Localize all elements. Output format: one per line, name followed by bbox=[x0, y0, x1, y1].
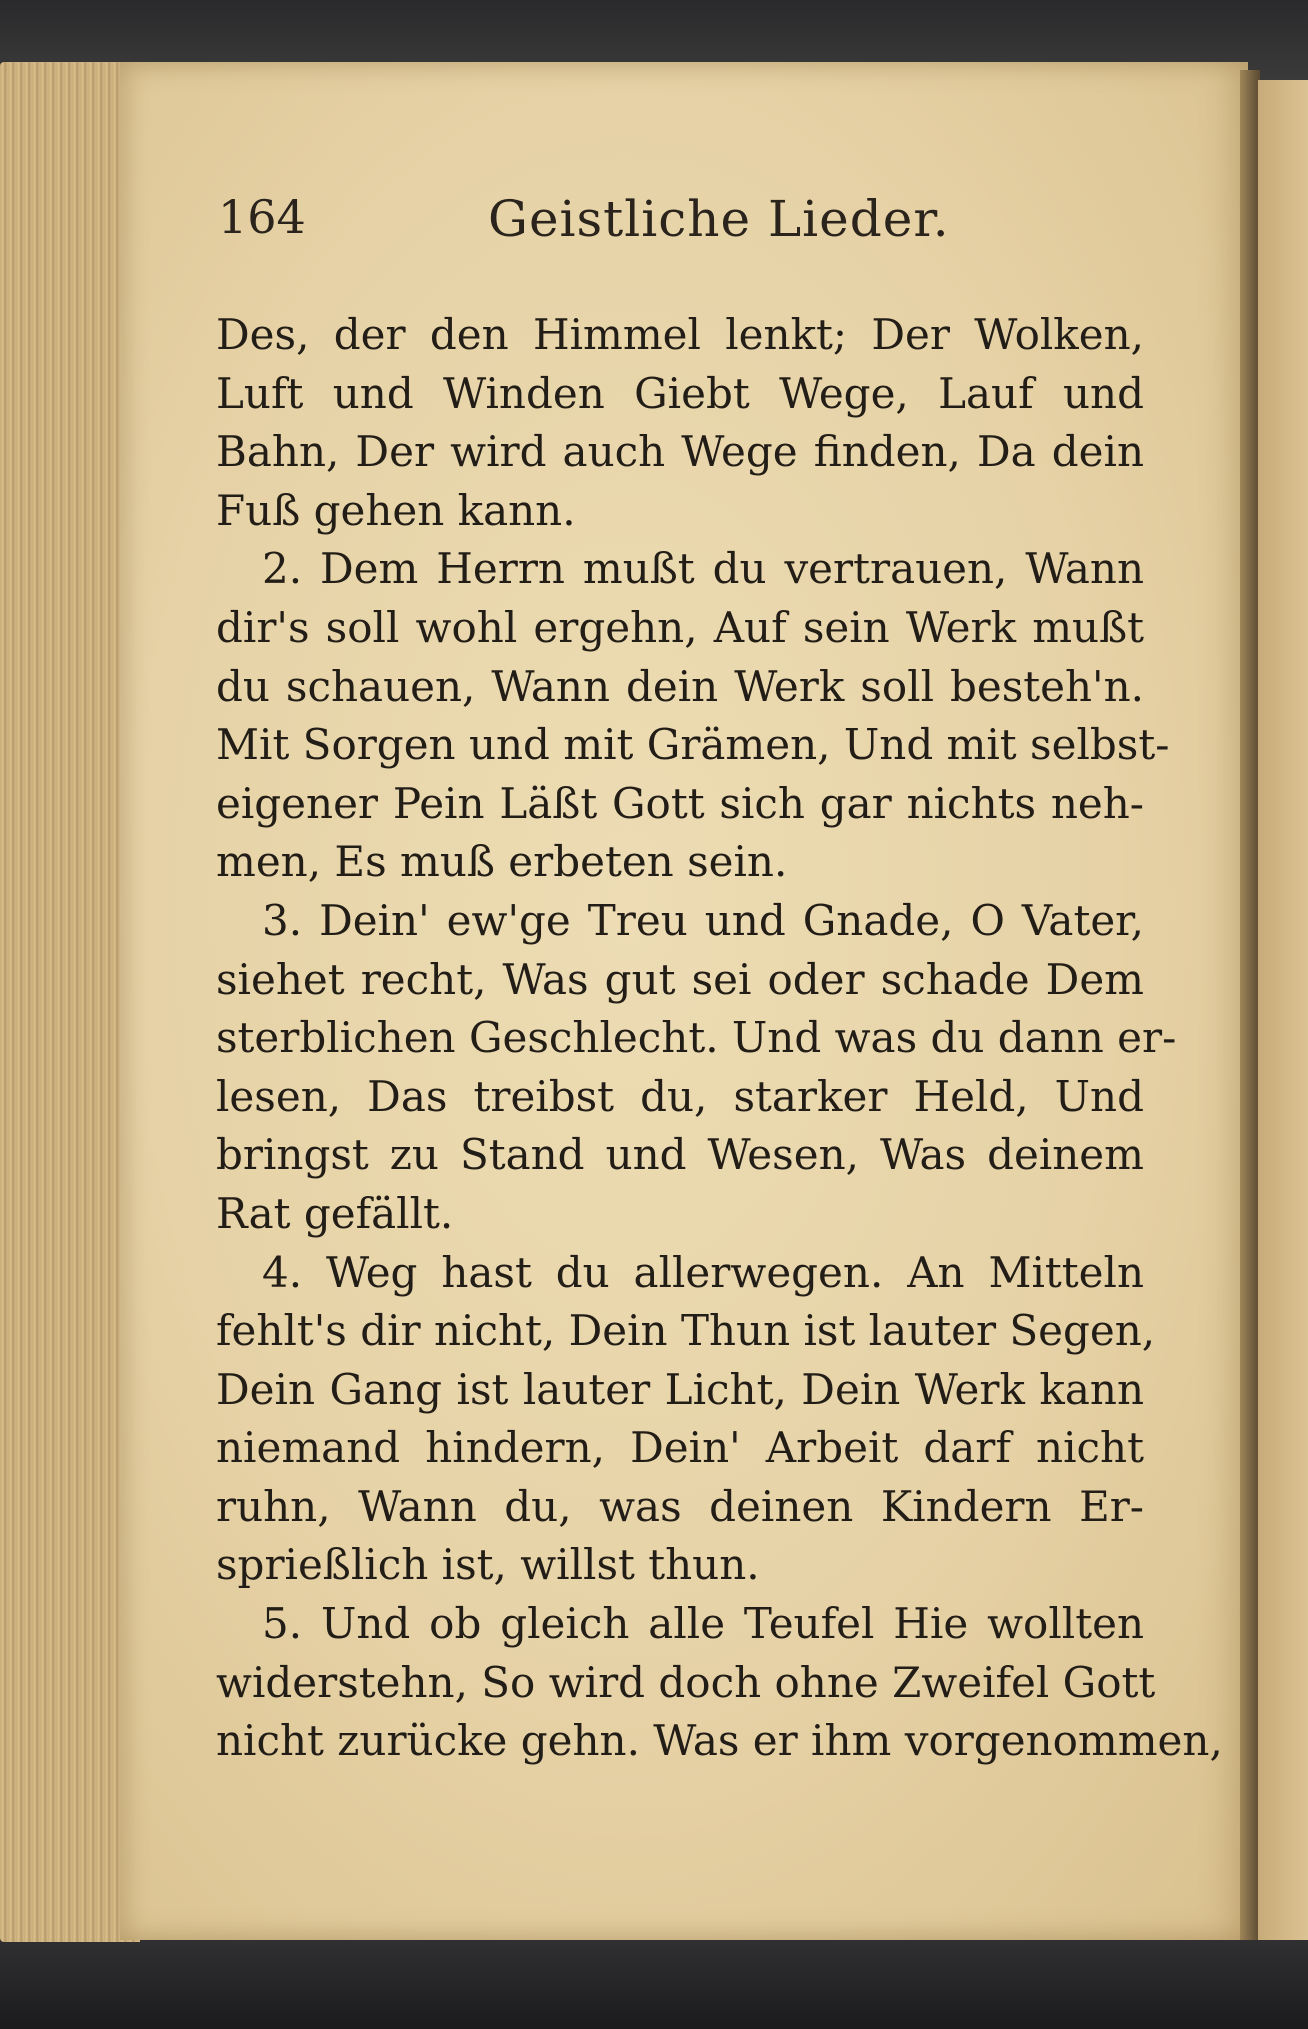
page-header bbox=[218, 190, 1138, 260]
text-line: du schauen, Wann dein Werk soll besteh'n. bbox=[216, 661, 1144, 711]
text-line: Rat gefällt. bbox=[216, 1188, 454, 1238]
text-line: Luft und Winden Giebt Wege, Lauf und bbox=[216, 368, 1144, 418]
text-line: bringst zu Stand und Wesen, Was deinem bbox=[216, 1130, 1144, 1180]
text-line: men, Es muß erbeten sein. bbox=[216, 837, 788, 887]
text-line: nicht zurücke gehn. Was er ihm vorgenommen, bbox=[216, 1716, 1223, 1766]
text-line: niemand hindern, Dein' Arbeit darf nicht bbox=[216, 1423, 1144, 1473]
text-line: 3. Dein' ew'ge Treu und Gnade, O Vater, bbox=[262, 895, 1144, 945]
text-line: dir's soll wohl ergehn, Auf sein Werk mußt bbox=[216, 602, 1144, 652]
text-line: 5. Und ob gleich alle Teufel Hie wollten bbox=[262, 1599, 1144, 1649]
page-number: 164 bbox=[218, 190, 306, 244]
text-line: 2. Dem Herrn mußt du vertrauen, Wann bbox=[262, 544, 1144, 594]
text-line: siehet recht, Was gut sei oder schade Dem bbox=[216, 954, 1144, 1004]
facing-page-edge bbox=[1258, 80, 1308, 1940]
running-title: Geistliche Lieder. bbox=[488, 190, 950, 248]
page-edges bbox=[0, 62, 140, 1942]
book-cover-bottom bbox=[0, 1940, 1308, 2029]
text-line: lesen, Das treibst du, starker Held, Und bbox=[216, 1071, 1144, 1121]
text-line: ruhn, Wann du, was deinen Kindern Er- bbox=[216, 1481, 1144, 1531]
text-line: Bahn, Der wird auch Wege finden, Da dein bbox=[216, 427, 1144, 477]
text-line: eigener Pein Läßt Gott sich gar nichts neh- bbox=[216, 778, 1144, 828]
text-line: sterblichen Geschlecht. Und was du dann er- bbox=[216, 1013, 1177, 1063]
text-line: widerstehn, So wird doch ohne Zweifel Gott bbox=[216, 1657, 1156, 1707]
text-line: Des, der den Himmel lenkt; Der Wolken, bbox=[216, 310, 1144, 359]
book-gutter bbox=[1240, 70, 1260, 1940]
text-line: sprießlich ist, willst thun. bbox=[216, 1540, 760, 1590]
hymn-text bbox=[216, 306, 1223, 1771]
text-line: Dein Gang ist lauter Licht, Dein Werk kann bbox=[216, 1364, 1144, 1414]
text-line: Fuß gehen kann. bbox=[216, 485, 576, 535]
text-line: Mit Sorgen und mit Grämen, Und mit selbst- bbox=[216, 720, 1170, 770]
text-line: fehlt's dir nicht, Dein Thun ist lauter Segen, bbox=[216, 1306, 1156, 1356]
text-line: 4. Weg hast du allerwegen. An Mitteln bbox=[262, 1247, 1144, 1297]
